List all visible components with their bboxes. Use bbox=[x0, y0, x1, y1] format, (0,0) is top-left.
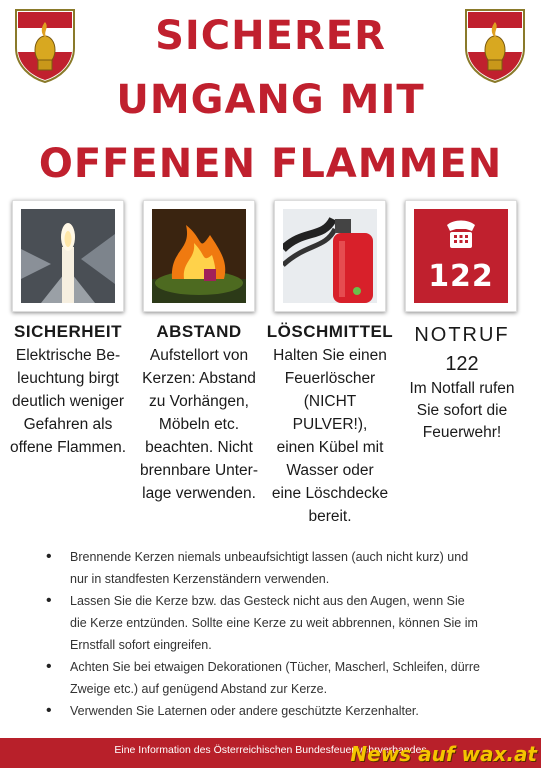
list-item: • Brennende Kerzen niemals unbeaufsichtigt lassen (auch nicht kurz) und nur in standfesten Kerzenständern verwenden. bbox=[44, 546, 514, 590]
footer-bar bbox=[0, 738, 541, 768]
list-item: • Lassen Sie die Kerze bzw. das Gesteck nicht aus den Augen, wenn Sie die Kerze entzünden. Sollte eine Kerze zu weit abbrennen, können Sie im Ernstfall sofort eingreifen. bbox=[44, 590, 514, 656]
column-heading: SICHERHEIT bbox=[14, 322, 122, 341]
list-item: • Achten Sie bei etwaigen Dekorationen (Tücher, Mascherl, Schleifen, dürre Zweige etc.) auf genügend Abstand zur Kerze. bbox=[44, 656, 514, 700]
column-heading: LÖSCHMITTEL bbox=[266, 322, 394, 341]
column-heading: NOTRUF bbox=[414, 324, 510, 346]
column-loeschmittel bbox=[266, 322, 394, 528]
footer-text: Eine Information des Österreichischen Bundesfeuerwehrverbandes bbox=[114, 744, 427, 756]
column-heading: ABSTAND bbox=[156, 322, 242, 341]
list-item: • Verwenden Sie Laternen oder andere geschützte Kerzenhalter. bbox=[44, 700, 514, 722]
watermark: News auf wax.at bbox=[350, 742, 537, 766]
column-text: Elektrische Be- leuchtung birgt deutlich weniger Gefahren als offene Flammen. bbox=[9, 347, 127, 456]
page-title bbox=[0, 4, 541, 196]
title-line-2: UMGANG MIT bbox=[116, 77, 425, 123]
title-line-1: SICHERER bbox=[155, 13, 386, 59]
tile-loeschmittel bbox=[274, 200, 386, 312]
flame-wreath-icon bbox=[152, 209, 246, 303]
tile-sicherheit bbox=[12, 200, 124, 312]
tile-emergency-number: 122 bbox=[428, 259, 494, 294]
column-sicherheit bbox=[4, 322, 132, 459]
column-notruf bbox=[398, 322, 526, 444]
safety-tips-list bbox=[44, 546, 514, 722]
fire-extinguisher-icon bbox=[283, 209, 377, 303]
candle-icon bbox=[21, 209, 115, 303]
tile-notruf bbox=[405, 200, 517, 312]
column-abstand bbox=[135, 322, 263, 505]
column-text: Im Notfall rufen Sie sofort die Feuerwehr! bbox=[409, 380, 515, 441]
column-text: Halten Sie einen Feuerlöscher (NICHT PULVER!), einen Kübel mit Wasser oder eine Löschdecke bereit. bbox=[271, 347, 389, 525]
emergency-number: 122 bbox=[445, 353, 479, 375]
column-text: Aufstellort von Kerzen: Abstand zu Vorhängen, Möbeln etc. beachten. Nicht brennbare Unter- lage verwenden. bbox=[139, 347, 259, 502]
title-line-3: OFFENEN FLAMMEN bbox=[38, 141, 503, 187]
tile-abstand bbox=[143, 200, 255, 312]
